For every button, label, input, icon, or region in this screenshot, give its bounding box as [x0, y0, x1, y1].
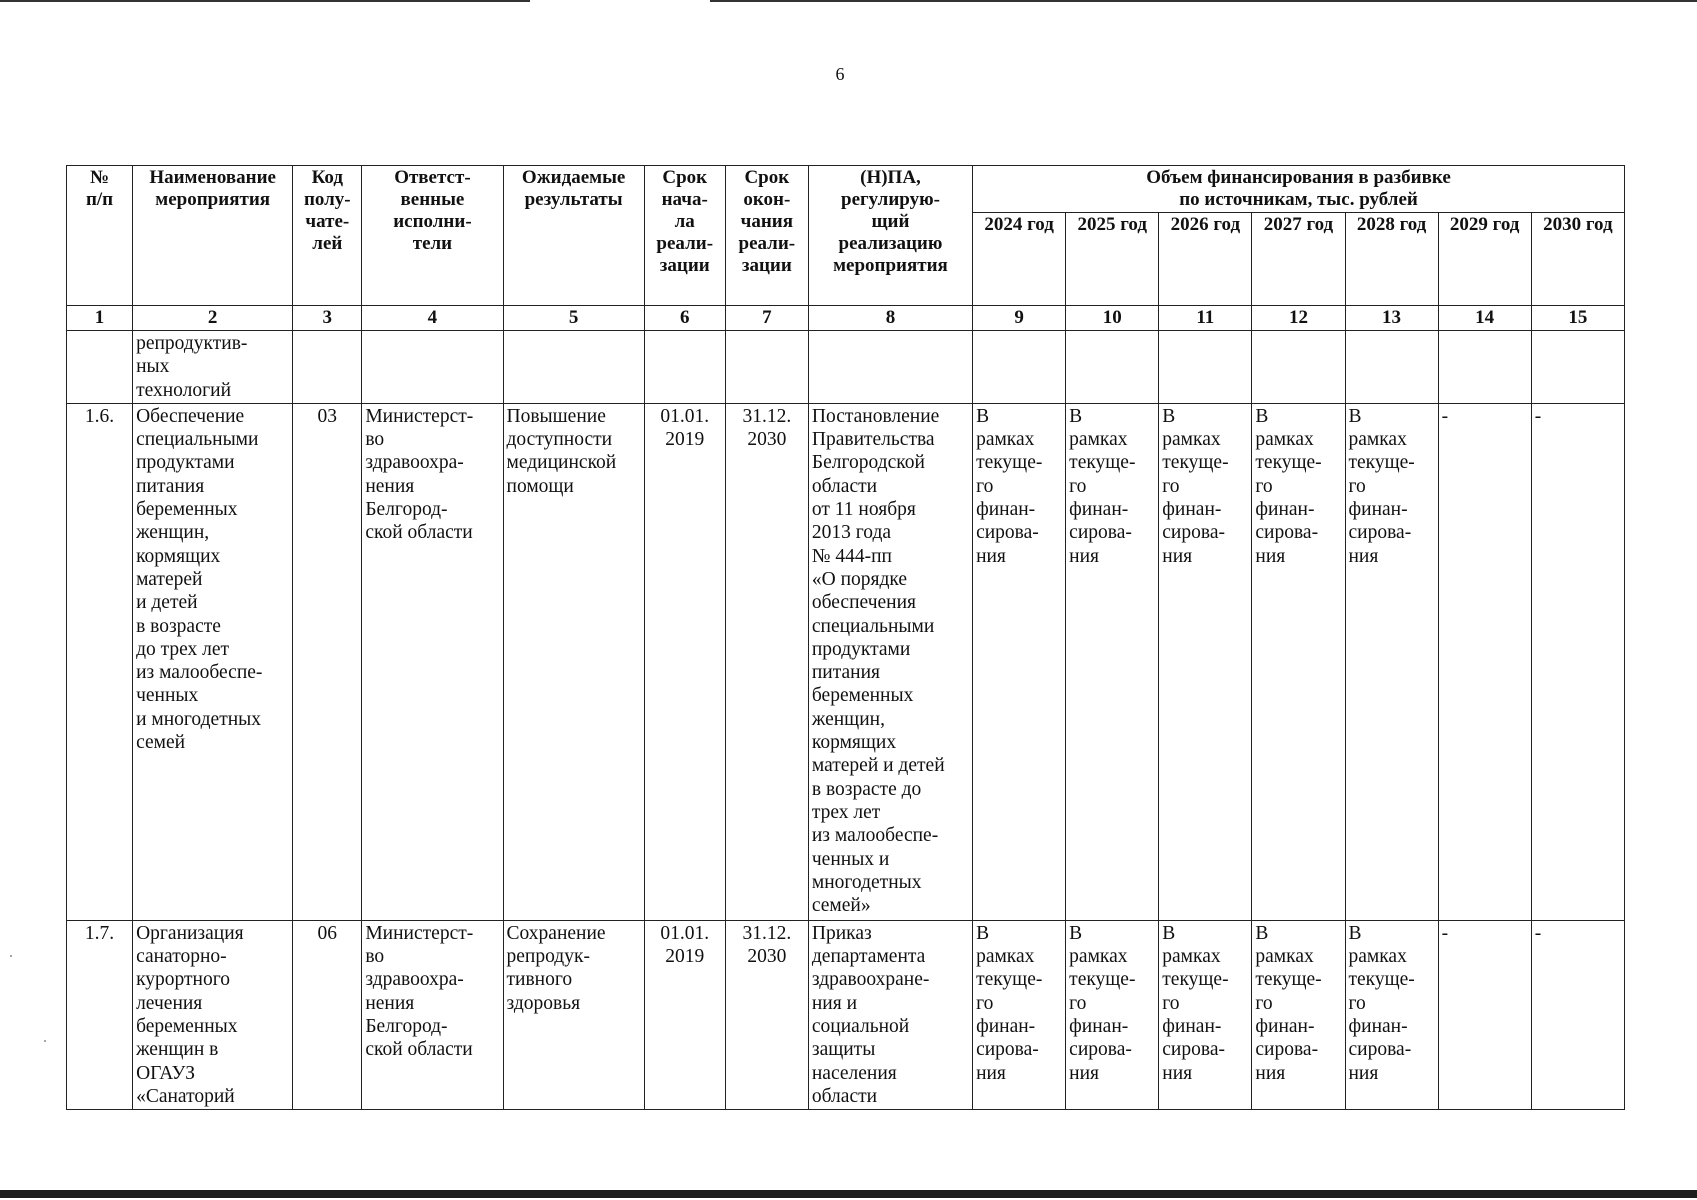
- activities-table: [66, 165, 1625, 1110]
- cell-empty: [644, 331, 725, 404]
- cell-npa: Приказ департамента здравоохране- ния и социальной защиты населения области: [808, 920, 972, 1109]
- column-number: 2: [133, 306, 293, 331]
- top-scan-rule-left: [0, 0, 530, 2]
- column-number: 4: [362, 306, 503, 331]
- cell-funding-2024: В рамках текуще- го финан- сирова- ния: [973, 403, 1066, 920]
- column-number: 12: [1252, 306, 1345, 331]
- header-funding: Объем финансирования в разбивке по источникам, тыс. рублей: [973, 166, 1625, 213]
- cell-name: Организация санаторно- курортного лечения беременных женщин в ОГАУЗ «Санаторий: [133, 920, 293, 1109]
- cell-funding-2026: В рамках текуще- го финан- сирова- ния: [1159, 403, 1252, 920]
- scan-speck: [44, 1040, 46, 1042]
- header-start: Срок нача- ла реали- зации: [644, 166, 725, 306]
- cell-funding-2024: В рамках текуще- го финан- сирова- ния: [973, 920, 1066, 1109]
- cell-empty: [808, 331, 972, 404]
- cell-empty: [67, 331, 133, 404]
- cell-funding-2027: В рамках текуще- го финан- сирова- ния: [1252, 920, 1345, 1109]
- cell-start: 01.01. 2019: [644, 920, 725, 1109]
- column-number: 13: [1345, 306, 1438, 331]
- cell-empty: [362, 331, 503, 404]
- column-number: 5: [503, 306, 644, 331]
- page-number: 6: [835, 64, 845, 84]
- cell-empty: [1066, 331, 1159, 404]
- cell-empty: [503, 331, 644, 404]
- header-year-2027: 2027 год: [1252, 213, 1345, 306]
- cell-end: 31.12. 2030: [725, 920, 808, 1109]
- header-year-2026: 2026 год: [1159, 213, 1252, 306]
- column-number: 10: [1066, 306, 1159, 331]
- header-year-2028: 2028 год: [1345, 213, 1438, 306]
- cell-funding-2029: -: [1438, 920, 1531, 1109]
- column-number: 3: [293, 306, 362, 331]
- cell-start: 01.01. 2019: [644, 403, 725, 920]
- bottom-scan-rule: [0, 1190, 1697, 1198]
- cell-empty: [1252, 331, 1345, 404]
- header-results: Ожидаемые результаты: [503, 166, 644, 306]
- table-row: [67, 920, 1625, 1109]
- cell-funding-2028: В рамках текуще- го финан- сирова- ния: [1345, 920, 1438, 1109]
- cell-num: 1.6.: [67, 403, 133, 920]
- cell-funding-2025: В рамках текуще- го финан- сирова- ния: [1066, 920, 1159, 1109]
- header-year-2030: 2030 год: [1531, 213, 1624, 306]
- column-number: 8: [808, 306, 972, 331]
- header-year-2024: 2024 год: [973, 213, 1066, 306]
- cell-npa: Постановление Правительства Белгородской области от 11 ноября 2013 года № 444-пп «О порядке обеспечения специальными продуктами питания беременных женщин, кормящих матерей и детей в возрасте до трех лет из малообеспе- ченных и многодетных семей»: [808, 403, 972, 920]
- cell-funding-2027: В рамках текуще- го финан- сирова- ния: [1252, 403, 1345, 920]
- cell-funding-2028: В рамках текуще- го финан- сирова- ния: [1345, 403, 1438, 920]
- header-name: Наименование мероприятия: [133, 166, 293, 306]
- column-number: 7: [725, 306, 808, 331]
- cell-funding-2029: -: [1438, 403, 1531, 920]
- header-year-2029: 2029 год: [1438, 213, 1531, 306]
- cell-end: 31.12. 2030: [725, 403, 808, 920]
- cell-code: 06: [293, 920, 362, 1109]
- header-num: № п/п: [67, 166, 133, 306]
- cell-results: Повышение доступности медицинской помощи: [503, 403, 644, 920]
- table-row: [67, 403, 1625, 920]
- cell-name: Обеспечение специальными продуктами питания беременных женщин, кормящих матерей и детей в возрасте до трех лет из малообеспе- ченных и многодетных семей: [133, 403, 293, 920]
- column-number: 15: [1531, 306, 1624, 331]
- header-year-2025: 2025 год: [1066, 213, 1159, 306]
- cell-empty: [1531, 331, 1624, 404]
- header-code: Код полу- чате- лей: [293, 166, 362, 306]
- cell-code: 03: [293, 403, 362, 920]
- continuation-row: [67, 331, 1625, 404]
- column-number: 14: [1438, 306, 1531, 331]
- cell-results: Сохранение репродук- тивного здоровья: [503, 920, 644, 1109]
- top-scan-rule-right: [710, 0, 1697, 2]
- scan-speck: [10, 955, 12, 957]
- cell-funding-2030: -: [1531, 920, 1624, 1109]
- cell-empty: [1345, 331, 1438, 404]
- column-number-row: [67, 306, 1625, 331]
- cell-funding-2026: В рамках текуще- го финан- сирова- ния: [1159, 920, 1252, 1109]
- cell-num: 1.7.: [67, 920, 133, 1109]
- cell-responsible: Министерст- во здравоохра- нения Белгород- ской области: [362, 403, 503, 920]
- cell-empty: [725, 331, 808, 404]
- column-number: 9: [973, 306, 1066, 331]
- header-responsible: Ответст- венные исполни- тели: [362, 166, 503, 306]
- cell-responsible: Министерст- во здравоохра- нения Белгород- ской области: [362, 920, 503, 1109]
- header-end: Срок окон- чания реали- зации: [725, 166, 808, 306]
- cell-funding-2025: В рамках текуще- го финан- сирова- ния: [1066, 403, 1159, 920]
- cell-name: репродуктив- ных технологий: [133, 331, 293, 404]
- cell-empty: [1159, 331, 1252, 404]
- cell-empty: [1438, 331, 1531, 404]
- column-number: 6: [644, 306, 725, 331]
- cell-funding-2030: -: [1531, 403, 1624, 920]
- cell-empty: [973, 331, 1066, 404]
- cell-empty: [293, 331, 362, 404]
- column-number: 1: [67, 306, 133, 331]
- column-number: 11: [1159, 306, 1252, 331]
- header-npa: (Н)ПА, регулирую- щий реализацию мероприятия: [808, 166, 972, 306]
